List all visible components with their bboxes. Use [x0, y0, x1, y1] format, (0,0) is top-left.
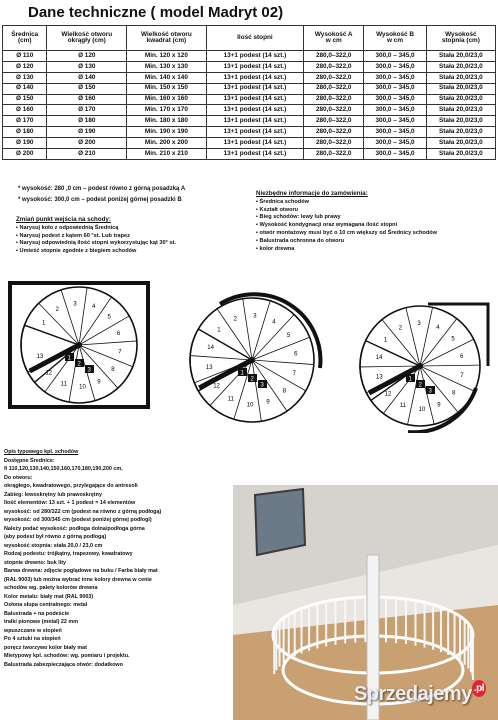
step-number: 11: [399, 403, 407, 410]
table-cell: Stała 20,0/23,0: [426, 51, 495, 62]
description-line: Rodzaj podestu: trójkątny, trapezowy, kwadratowy: [4, 551, 133, 557]
table-header-row: [3, 26, 496, 51]
table-cell: Ø 120: [47, 51, 127, 62]
table-cell: Stała 20,0/23,0: [426, 116, 495, 127]
table-cell: Min. 120 x 120: [127, 51, 207, 62]
column-header: Średnica (cm): [3, 26, 47, 51]
table-cell: 280,0–322,0: [304, 94, 364, 105]
step-number: 5: [451, 336, 455, 343]
table-cell: Stała 20,0/23,0: [426, 94, 495, 105]
step-line: [360, 366, 420, 367]
stair-diagram-round: [180, 290, 325, 430]
step-number: 1: [217, 327, 221, 334]
step-number: 1: [41, 320, 46, 327]
column-header: Ilość stopni: [206, 26, 303, 51]
step-number: 10: [418, 407, 426, 414]
order-heading: Niezbędne informacje do zamówienia:: [256, 190, 368, 197]
order-item: ▪ Balustrada ochronna do otworu: [256, 238, 476, 246]
table-row: [3, 72, 496, 83]
table-cell: 300,0 – 345,0: [364, 116, 426, 127]
step-line: [252, 360, 314, 365]
table-row: [3, 83, 496, 94]
column-header: Wysokość stopnia (cm): [426, 26, 495, 51]
table-cell: Ø 110: [3, 51, 47, 62]
step-number: 6: [459, 353, 464, 360]
marker-label: 2: [418, 382, 422, 389]
table-cell: Ø 170: [47, 105, 127, 116]
table-cell: Ø 200: [3, 149, 47, 160]
entry-item: ▪ Narysuj koło z odpowiednią Średnicą: [16, 225, 251, 233]
description-line: schodów wg. palety kolorów drewna: [4, 585, 98, 591]
table-cell: 300,0 – 345,0: [364, 149, 426, 160]
step-line: [79, 288, 87, 345]
description-line: Balustrada zabezpieczająca otwór: dodatkowo: [4, 661, 123, 668]
table-cell: 13+1 podest (14 szt.): [206, 83, 303, 94]
step-number: 2: [398, 325, 403, 332]
step-line: [420, 307, 433, 366]
stair-diagram-landing: [348, 298, 493, 433]
description-line: tralki pionowe (metal) 22 mm: [4, 619, 78, 625]
step-line: [252, 301, 270, 360]
table-cell: Stała 20,0/23,0: [426, 149, 495, 160]
table-cell: Ø 130: [3, 72, 47, 83]
table-cell: Min. 140 x 140: [127, 72, 207, 83]
table-cell: Min. 160 x 160: [127, 94, 207, 105]
description-line: Barwa drewna: zdjęcie poglądowe na buku / Farba biały mat: [4, 568, 158, 574]
table-cell: 300,0 – 345,0: [364, 94, 426, 105]
table-cell: 280,0–322,0: [304, 51, 364, 62]
step-number: 10: [79, 384, 86, 391]
table-cell: 300,0 – 345,0: [364, 61, 426, 72]
description-line: wpuszczane w stopień: [4, 627, 62, 634]
step-number: 6: [294, 351, 298, 358]
table-cell: Min. 190 x 190: [127, 127, 207, 138]
watermark: [354, 683, 486, 706]
watermark-text: Sprzedajemy: [353, 683, 472, 705]
column-header: Wysokość A w cm: [304, 26, 364, 51]
table-row: [3, 105, 496, 116]
description-line: wysokość: od 300/345 cm (podest poniżej górnej podłogi): [4, 517, 152, 523]
entry-heading: Zmiań punkt wejścia na schody:: [16, 216, 111, 223]
step-number: 9: [437, 402, 441, 409]
landing-wedge: [190, 329, 252, 391]
step-number: 12: [45, 370, 53, 377]
marker-label: 1: [67, 355, 71, 362]
order-item: ▪ otwór montażowy musi być o 10 cm większy od Średnicy schodów: [256, 230, 476, 238]
table-cell: Min. 210 x 210: [127, 149, 207, 160]
step-line: [252, 337, 310, 360]
product-description: [4, 448, 234, 669]
step-line: [79, 341, 137, 345]
description-line: poręcz tworzywo kolor biały mat: [4, 644, 87, 651]
table-cell: 13+1 podest (14 szt.): [206, 138, 303, 149]
table-cell: Ø 200: [47, 138, 127, 149]
watermark-suffix: .pl: [472, 680, 486, 697]
step-number: 5: [107, 314, 111, 321]
table-cell: Ø 140: [3, 83, 47, 94]
step-number: 13: [205, 364, 213, 371]
column-header: Wysokość B w cm: [364, 26, 426, 51]
table-cell: 13+1 podest (14 szt.): [206, 127, 303, 138]
spec-table: [2, 25, 496, 160]
table-cell: 300,0 – 345,0: [364, 72, 426, 83]
table-cell: 13+1 podest (14 szt.): [206, 61, 303, 72]
marker-label: 3: [428, 388, 432, 395]
page-title: Dane techniczne ( model Madryt 02): [28, 4, 284, 21]
table-cell: 13+1 podest (14 szt.): [206, 72, 303, 83]
table-cell: 300,0 – 345,0: [364, 127, 426, 138]
table-cell: 300,0 – 345,0: [364, 83, 426, 94]
table-cell: Stała 20,0/23,0: [426, 105, 495, 116]
table-cell: 13+1 podest (14 szt.): [206, 94, 303, 105]
description-line: Osłona słupa centralnego: metal: [4, 602, 88, 608]
table-cell: Ø 160: [3, 105, 47, 116]
order-item: ▪ Bieg schodów: lewy lub prawy: [256, 214, 476, 222]
table-cell: 280,0–322,0: [304, 61, 364, 72]
stair-diagram-square: [4, 280, 154, 415]
column-header: Wielkość otworu okrągły (cm): [47, 26, 127, 51]
table-row: [3, 61, 496, 72]
step-number: 9: [266, 399, 270, 406]
table-cell: 300,0 – 345,0: [364, 105, 426, 116]
step-number: 8: [111, 366, 115, 373]
description-line: okrągłego, kwadratowego, przylegające do antresoli: [4, 483, 138, 489]
footnote-a: * wysokość: 280 ,0 cm – podest równo z górną posadzką A: [18, 186, 186, 192]
table-cell: Stała 20,0/23,0: [426, 138, 495, 149]
table-cell: Stała 20,0/23,0: [426, 127, 495, 138]
description-line: Po 4 sztuki na stopień: [4, 636, 61, 642]
step-line: [243, 299, 252, 360]
table-cell: 280,0–322,0: [304, 72, 364, 83]
table-body: [3, 51, 496, 160]
order-info: [256, 190, 476, 253]
marker-label: 2: [250, 376, 254, 383]
table-cell: 13+1 podest (14 szt.): [206, 51, 303, 62]
step-line: [61, 290, 79, 345]
table-cell: 300,0 – 345,0: [364, 138, 426, 149]
table-row: [3, 138, 496, 149]
table-cell: Ø 170: [3, 116, 47, 127]
table-cell: Min. 200 x 200: [127, 138, 207, 149]
table-cell: Stała 20,0/23,0: [426, 83, 495, 94]
step-line: [190, 356, 252, 360]
step-number: 10: [246, 402, 254, 409]
marker-label: 1: [240, 370, 244, 377]
table-cell: 280,0–322,0: [304, 105, 364, 116]
step-number: 1: [383, 337, 388, 344]
description-line: Kolor metalu: biały mat (RAL 9003): [4, 593, 94, 600]
table-cell: 280,0–322,0: [304, 149, 364, 160]
step-number: 5: [286, 332, 291, 339]
table-cell: 300,0 – 345,0: [364, 51, 426, 62]
table-cell: Min. 150 x 150: [127, 83, 207, 94]
step-line: [79, 316, 129, 345]
step-number: 11: [227, 396, 235, 403]
table-cell: Stała 20,0/23,0: [426, 61, 495, 72]
description-line: Ilość elementów: 13 szt. + 1 podest = 14 elementów: [4, 500, 136, 506]
entry-item: ▪ Narysuj odpowiednią ilość stopni wykorzystując kąt 30° st.: [16, 240, 251, 248]
description-line: Do otworu:: [4, 474, 33, 481]
table-cell: Ø 190: [3, 138, 47, 149]
table-cell: Min. 170 x 170: [127, 105, 207, 116]
step-number: 8: [282, 388, 287, 395]
table-cell: Min. 180 x 180: [127, 116, 207, 127]
step-number: 14: [207, 344, 214, 351]
step-number: 3: [73, 301, 77, 308]
step-number: 6: [116, 330, 121, 337]
table-cell: Ø 150: [47, 83, 127, 94]
table-cell: Ø 160: [47, 94, 127, 105]
table-cell: 280,0–322,0: [304, 127, 364, 138]
table-cell: 13+1 podest (14 szt.): [206, 105, 303, 116]
table-cell: 13+1 podest (14 szt.): [206, 149, 303, 160]
marker-label: 1: [408, 376, 412, 383]
column-header: Wielkość otworu kwadrat (cm): [127, 26, 207, 51]
table-cell: Ø 120: [3, 61, 47, 72]
railing-arc: [220, 294, 320, 368]
step-number: 3: [253, 313, 257, 320]
description-line: Należy podać wysokość: podłoga dolna/podłoga górna: [4, 525, 145, 532]
description-line: Zabieg: lewoskrętny lub prawoskrętny: [4, 491, 102, 498]
description-line: fi 110,120,130,140,150,160,170,180,190,200 cm,: [4, 466, 123, 472]
order-item: ▪ kolor drewna: [256, 246, 476, 254]
table-cell: Ø 130: [47, 61, 127, 72]
table-row: [3, 149, 496, 160]
step-number: 2: [233, 316, 238, 323]
entry-item: ▪ Umieść stopnie zgodnie z biegiem schodów: [16, 248, 251, 256]
table-cell: Ø 180: [47, 116, 127, 127]
description-line: (RAL 9003) lub można wybrać inne kolory drewna w cenie: [4, 576, 152, 583]
description-line: wysokość stopnia: stała 20,0 / 23,0 cm: [4, 542, 103, 549]
entry-item: ▪ Narysuj podest z kątem 60 °st. Lub trapez: [16, 233, 251, 241]
description-line: stopnie drewno: buk lity: [4, 559, 66, 566]
marker-label: 2: [77, 361, 81, 368]
table-row: [3, 127, 496, 138]
table-cell: 280,0–322,0: [304, 138, 364, 149]
order-item: ▪ Średnica schodów: [256, 199, 476, 207]
description-heading: Opis typowego kpl. schodów: [4, 449, 79, 455]
order-item: ▪ Kształt otworu: [256, 207, 476, 215]
table-cell: Ø 190: [47, 127, 127, 138]
entry-instructions: [16, 216, 251, 256]
step-line: [420, 336, 474, 366]
table-cell: 280,0–322,0: [304, 116, 364, 127]
table-cell: 13+1 podest (14 szt.): [206, 116, 303, 127]
step-number: 12: [213, 383, 220, 390]
staircase-photo: [233, 485, 498, 720]
step-number: 4: [436, 324, 440, 331]
table-cell: Stała 20,0/23,0: [426, 72, 495, 83]
description-line: wysokość: od 280/322 cm (podest na równo z górną podłogą): [4, 508, 162, 515]
footnote-b: * wysokość: 300,0 cm – podest poniżej górnej posadzki B: [18, 197, 182, 203]
step-number: 7: [292, 371, 297, 378]
step-number: 11: [60, 381, 67, 388]
description-line: Mietypowy kpl. schodów: wg. pomiaru i projektu.: [4, 653, 130, 659]
description-line: Balustrada + na podeście: [4, 610, 70, 617]
step-number: 4: [91, 304, 96, 311]
step-number: 12: [384, 391, 392, 398]
table-row: [3, 94, 496, 105]
step-number: 4: [272, 319, 276, 326]
marker-label: 3: [260, 382, 264, 389]
table-cell: Ø 180: [3, 127, 47, 138]
marker-label: 3: [87, 367, 91, 374]
description-line: (aby podest był równo z górną podłogą): [4, 534, 107, 540]
table-cell: Ø 210: [47, 149, 127, 160]
table-row: [3, 116, 496, 127]
step-number: 2: [55, 307, 59, 314]
step-line: [252, 360, 261, 421]
table-cell: Ø 140: [47, 72, 127, 83]
table-cell: Min. 130 x 130: [127, 61, 207, 72]
order-item: ▪ Wysokość kondygnacji oraz wymagana ilość stopni: [256, 222, 476, 230]
step-number: 8: [452, 390, 456, 397]
step-number: 7: [118, 349, 122, 356]
table-cell: Ø 150: [3, 94, 47, 105]
step-line: [79, 345, 133, 367]
step-number: 7: [460, 373, 464, 380]
step-number: 13: [376, 374, 383, 381]
table-row: [3, 51, 496, 62]
description-line: Dostępne Średnice:: [4, 457, 55, 464]
step-number: 3: [417, 320, 421, 327]
step-number: 9: [97, 379, 101, 386]
table-cell: 280,0–322,0: [304, 83, 364, 94]
step-line: [420, 365, 480, 366]
step-number: 13: [36, 353, 44, 360]
step-number: 14: [375, 355, 383, 362]
